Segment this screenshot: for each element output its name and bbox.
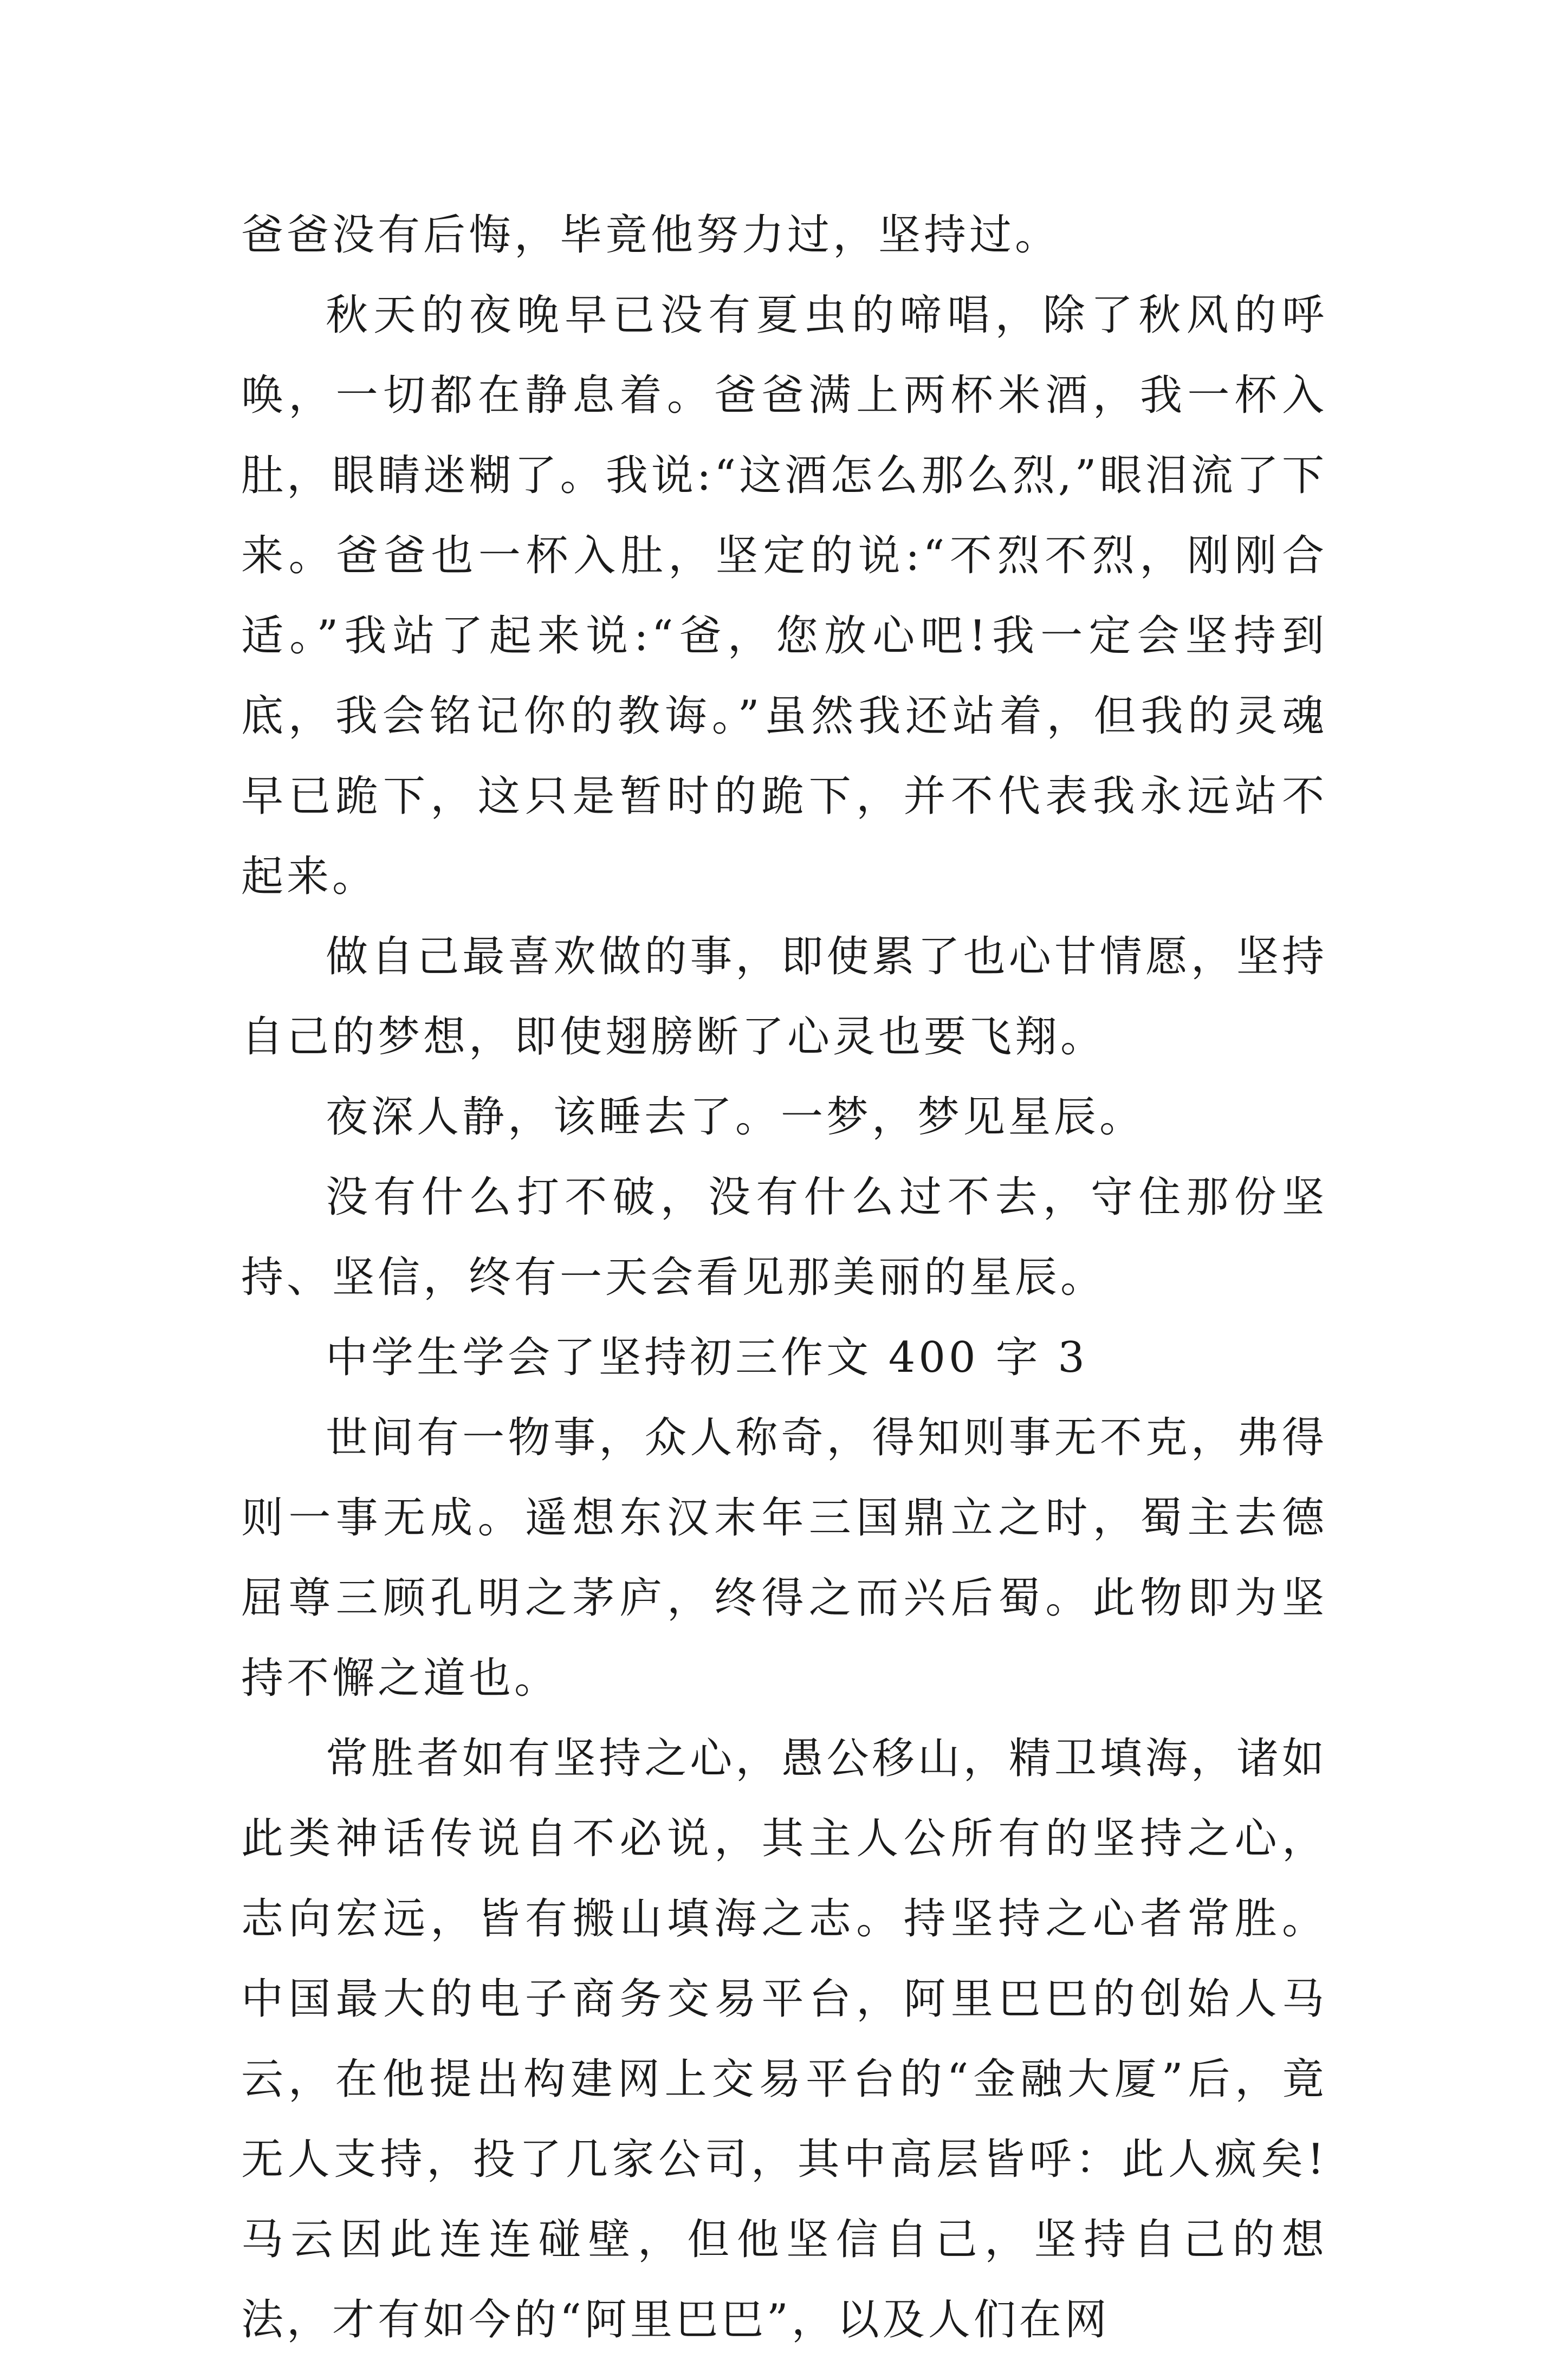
paragraph-5: 没有什么打不破，没有什么过不去，守住那份坚持、坚信，终有一天会看见那美丽的星辰。 [241, 1173, 1327, 1302]
essay-heading: 中学生学会了坚持初三作文 400 字 3 [326, 1333, 1088, 1382]
paragraph-6: 世间有一物事，众人称奇，得知则事无不克，弗得则一事无成。遥想东汉末年三国鼎立之时，蜀主去德屈尊三顾孔明之茅庐，终得之而兴后蜀。此物即为坚持不懈之道也。 [241, 1414, 1327, 1703]
document-body [241, 195, 1327, 2360]
paragraph-7: 常胜者如有坚持之心，愚公移山，精卫填海，诸如此类神话传说自不必说，其主人公所有的坚持之心，志向宏远，皆有搬山填海之志。持坚持之心者常胜。中国最大的电子商务交易平台，阿里巴巴的创始人马云，在他提出构建网上交易平台的“金融大厦”后，竟无人支持，投了几家公司，其中高层皆呼：此人疯矣!马云因此连连碰壁，但他坚信自己，坚持自己的想法，才有如今的“阿里巴巴”，以及人们在网 [241, 1734, 1327, 2344]
paragraph-3: 做自己最喜欢做的事，即使累了也心甘情愿，坚持自己的梦想，即使翅膀断了心灵也要飞翔。 [241, 932, 1327, 1061]
paragraph-2: 秋天的夜晚早已没有夏虫的啼唱，除了秋风的呼唤，一切都在静息着。爸爸满上两杯米酒，我一杯入肚，眼睛迷糊了。我说:“这酒怎么那么烈,”眼泪流了下来。爸爸也一杯入肚，坚定的说:“不烈不烈，刚刚合适。”我站了起来说:“爸，您放心吧!我一定会坚持到底，我会铭记你的教诲。”虽然我还站着，但我的灵魂早已跪下，这只是暂时的跪下，并不代表我永远站不起来。 [241, 291, 1327, 901]
paragraph-4: 夜深人静，该睡去了。一梦，梦见星辰。 [326, 1093, 1145, 1142]
paragraph-1: 爸爸没有后悔，毕竟他努力过，坚持过。 [241, 211, 1061, 260]
